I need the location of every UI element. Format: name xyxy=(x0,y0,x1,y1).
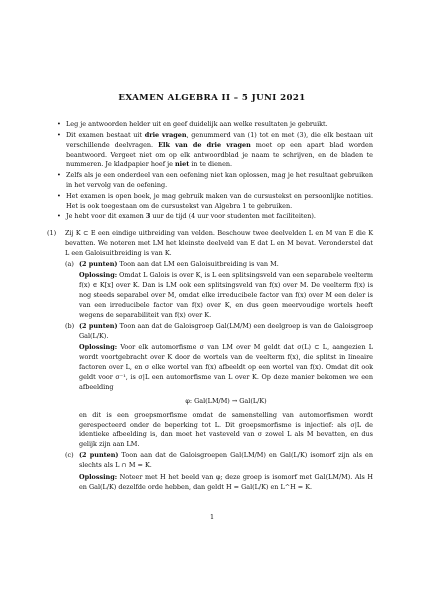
solution-continued: en dit is een groepsmorfisme omdat de samenstelling van automorfismen wordt gerespecteerd onder de beperking tot L. Dit groepsmorfisme is injectief: als σ|L de identieke afbeelding is, dan moet het vasteveld van σ zowel L als M bevatten, en dus gelijk zijn aan LM. xyxy=(79,410,373,449)
points-label: (2 punten) xyxy=(79,321,118,330)
solution-label: Oplossing: xyxy=(79,472,118,481)
question-text: Toon aan dat LM een Galoisuitbreiding is van M. xyxy=(117,259,279,268)
points-label: (2 punten) xyxy=(79,451,119,460)
instruction-item xyxy=(57,120,373,130)
subquestion-text xyxy=(79,322,373,342)
instruction-text: Zelfs als je een onderdeel van een oefening niet kan oplossen, mag je het resultaat gebruiken in het vervolg van de oefening. xyxy=(66,171,373,190)
exam-body xyxy=(0,120,424,492)
instruction-item xyxy=(57,192,373,212)
solution-text: Voor elk automorfisme σ van LM over M geldt dat σ(L) ⊂ L, aangezien L wordt voortgebracht over K door de wortels van de veelterm f(x), die splitst in lineaire factoren over L, en σ elke wortel van f(x) afbeeldt op een wortel van f(x). Omdat dit ook geldt voor σ⁻¹, is σ|L een automorfisme van L over K. Op deze manier bekomen we een afbeelding xyxy=(79,343,373,391)
subquestion-text xyxy=(79,260,373,270)
subquestion-c xyxy=(65,451,373,492)
instruction-text: moet op een apart blad worden beantwoord. Vergeet niet om op elk antwoordblad je naam te schrijven, en de bladen te nummeren. Je kladpapier hoef je xyxy=(66,140,374,169)
instruction-emphasis: niet xyxy=(174,160,190,169)
instruction-emphasis: drie vragen xyxy=(144,130,187,139)
instruction-text: Het examen is open boek, je mag gebruik maken van de cursustekst en persoonlijke notities. Het is ook toegestaan om de cursustekst van Algebra 1 te gebruiken. xyxy=(66,191,373,210)
instruction-text: Dit examen bestaat uit xyxy=(66,130,145,139)
instruction-item xyxy=(57,131,373,171)
question-number: (1) xyxy=(47,229,57,238)
solution xyxy=(79,271,373,321)
instruction-text: Leg je antwoorden helder uit en geef duidelijk aan welke resultaten je gebruikt. xyxy=(66,120,328,128)
subquestion-b xyxy=(65,322,373,450)
display-formula: φ: Gal(LM/M) → Gal(L/K) xyxy=(185,396,267,405)
solution xyxy=(79,473,373,493)
instruction-text: in te dienen. xyxy=(189,160,233,169)
instruction-emphasis: 3 xyxy=(145,212,151,221)
instructions-list xyxy=(57,120,373,222)
solution-label: Oplossing: xyxy=(79,343,118,352)
subquestion-a xyxy=(65,260,373,321)
subquestion-text xyxy=(79,451,373,471)
instruction-text: uur de tijd (4 uur voor studenten met faciliteiten). xyxy=(150,212,316,221)
solution-label: Oplossing: xyxy=(79,271,118,280)
instruction-emphasis: Elk van de drie vragen xyxy=(158,140,251,149)
solution-text: Omdat L Galois is over K, is L een splitsingsveld van een separabele veelterm f(x) ∈ K[x] over K. Dan is LM ook een splitsingsveld van f(x) over M. De veelterm f(x) is nog steeds separabel over M, omdat elke irreducibele factor van f(x) over M een deler is van een irreducibele factor van f(x) over K, en dus geen meervoudige wortels heeft wegens de separabiliteit van f(x) over K. xyxy=(79,271,374,319)
page-number: 1 xyxy=(209,513,215,521)
instruction-item xyxy=(57,171,373,191)
question-text: Toon aan dat de Galoisgroep Gal(LM/M) een deelgroep is van de Galoisgroep Gal(L/K). xyxy=(79,321,373,340)
page-title: EXAMEN ALGEBRA II – 5 JUNI 2021 xyxy=(118,93,306,103)
instruction-text: , genummerd van (1) tot en met (3), die elk bestaan uit verschillende deelvragen. xyxy=(66,130,373,149)
subquestion-label: (c) xyxy=(65,451,74,460)
question-intro: Zij K ⊂ E een eindige uitbreiding van velden. Beschouw twee deelvelden L en M van E die K bevatten. We noteren met LM het kleinste deelveld van E dat L en M bevat. Veronderstel dat L een Galoisuitbreiding is van K. xyxy=(65,229,373,258)
subquestion-label: (b) xyxy=(65,321,75,330)
question-1 xyxy=(0,229,424,492)
instruction-item xyxy=(57,212,373,222)
solution xyxy=(79,343,373,393)
question-text: Toon aan dat de Galoisgroepen Gal(LM/M) en Gal(L/K) isomorf zijn als en slechts als L ∩ M = K. xyxy=(79,451,373,470)
points-label: (2 punten) xyxy=(79,259,118,268)
subquestion-label: (a) xyxy=(65,259,74,268)
solution-text: Noteer met H het beeld van φ; deze groep is isomorf met Gal(LM/M). Als H en Gal(L/K) dezelfde orde hebben, dan geldt H = Gal(L/K) en L^H = K. xyxy=(79,472,373,491)
instruction-text: Je hebt voor dit examen xyxy=(66,212,146,221)
